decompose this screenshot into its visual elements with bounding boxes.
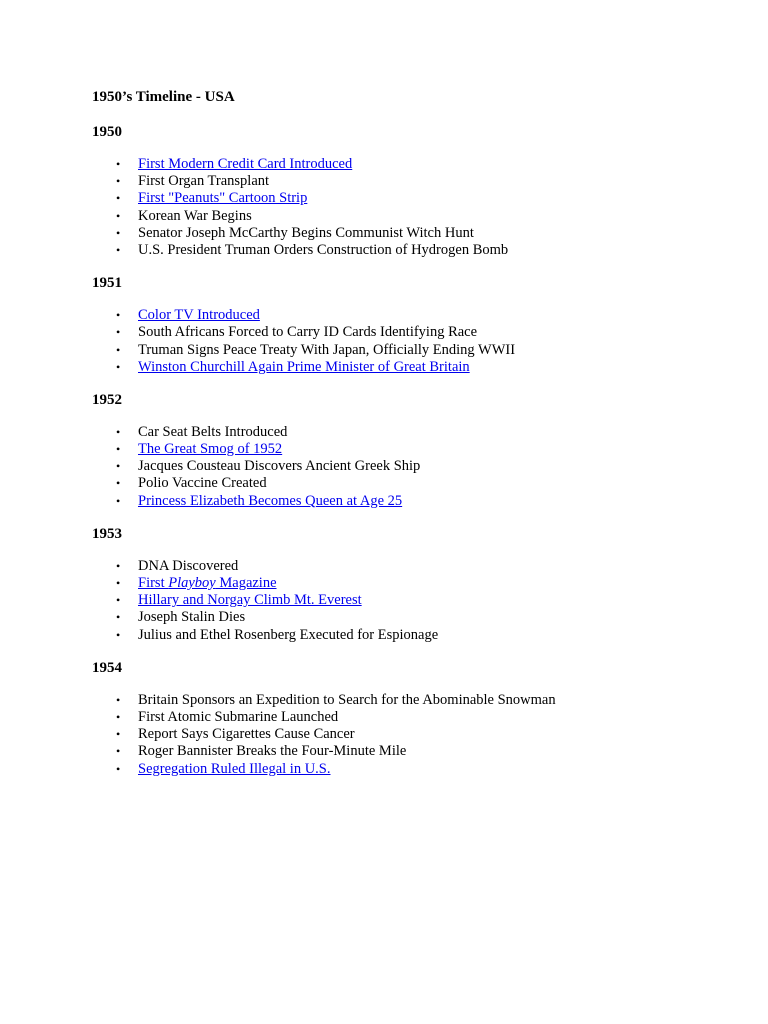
event-text: Car Seat Belts Introduced <box>138 423 288 440</box>
bullet-icon: • <box>116 459 121 474</box>
event-list-item <box>92 609 732 626</box>
event-text: Truman Signs Peace Treaty With Japan, Officially Ending WWII <box>138 341 516 358</box>
event-text: Britain Sponsors an Expedition to Search for the Abominable Snowman <box>138 691 556 708</box>
event-link[interactable]: First "Peanuts" Cartoon Strip <box>138 190 308 207</box>
bullet-icon: • <box>116 359 121 374</box>
event-text: Senator Joseph McCarthy Begins Communist Witch Hunt <box>138 224 474 241</box>
event-list-item <box>92 726 732 743</box>
bullet-icon: • <box>116 744 121 759</box>
bullet-icon: • <box>116 174 121 189</box>
event-list <box>92 424 732 510</box>
year-heading: 1950 <box>92 124 122 140</box>
event-link[interactable]: Hillary and Norgay Climb Mt. Everest <box>138 592 362 609</box>
event-text-prefix: First <box>138 575 169 591</box>
bullet-icon: • <box>116 558 121 573</box>
year-heading: 1953 <box>92 525 122 542</box>
event-list-item <box>92 592 732 609</box>
event-list <box>92 558 732 644</box>
bullet-icon: • <box>116 208 121 223</box>
event-text: Roger Bannister Breaks the Four-Minute Mile <box>138 743 407 760</box>
event-link[interactable]: The Great Smog of 1952 <box>138 441 283 458</box>
bullet-icon: • <box>116 225 121 240</box>
bullet-icon: • <box>116 191 121 206</box>
event-link[interactable]: Winston Churchill Again Prime Minister of Great Britain <box>138 358 470 375</box>
event-list-item <box>92 156 732 173</box>
event-list <box>92 692 732 778</box>
event-list-item <box>92 242 732 259</box>
event-list-item <box>92 627 732 644</box>
event-list-item <box>92 761 732 778</box>
event-text: Korean War Begins <box>138 207 252 224</box>
event-text: U.S. President Truman Orders Construction of Hydrogen Bomb <box>138 241 509 258</box>
bullet-icon: • <box>116 692 121 707</box>
event-list-item <box>92 324 732 341</box>
event-link[interactable]: Princess Elizabeth Becomes Queen at Age 25 <box>138 492 403 509</box>
event-text-suffix: Magazine <box>215 575 277 591</box>
event-list <box>92 307 732 376</box>
year-heading: 1951 <box>92 275 122 292</box>
bullet-icon: • <box>116 308 121 323</box>
event-list-item <box>92 173 732 190</box>
year-section-1954 <box>92 657 732 778</box>
event-text: Joseph Stalin Dies <box>138 609 246 626</box>
document-title: 1950’s Timeline - USA <box>92 89 235 105</box>
bullet-icon: • <box>116 610 121 625</box>
document-page <box>92 86 732 778</box>
year-heading: 1952 <box>92 391 122 408</box>
event-link[interactable]: Segregation Ruled Illegal in U.S. <box>138 760 331 777</box>
event-text: South Africans Forced to Carry ID Cards Identifying Race <box>138 324 478 341</box>
event-list-item <box>92 558 732 575</box>
bullet-icon: • <box>116 727 121 742</box>
event-link[interactable] <box>138 575 277 591</box>
bullet-icon: • <box>116 627 121 642</box>
event-list-item <box>92 709 732 726</box>
event-text: First Atomic Submarine Launched <box>138 708 339 725</box>
event-text: Report Says Cigarettes Cause Cancer <box>138 726 355 743</box>
event-text: Jacques Cousteau Discovers Ancient Greek Ship <box>138 458 421 475</box>
bullet-icon: • <box>116 157 121 171</box>
event-list-item <box>92 342 732 359</box>
event-text: Polio Vaccine Created <box>138 475 267 492</box>
bullet-icon: • <box>116 593 121 608</box>
event-list-item <box>92 575 732 592</box>
event-list-item <box>92 692 732 709</box>
event-list-item <box>92 475 732 492</box>
event-link[interactable]: First Modern Credit Card Introduced <box>138 156 353 172</box>
event-link[interactable]: Color TV Introduced <box>138 307 260 324</box>
event-list-item <box>92 458 732 475</box>
year-section-1952 <box>92 389 732 510</box>
bullet-icon: • <box>116 325 121 340</box>
event-list-item <box>92 307 732 324</box>
year-heading: 1954 <box>92 659 122 676</box>
event-list-item <box>92 190 732 207</box>
bullet-icon: • <box>116 761 121 776</box>
event-text-italic: Playboy <box>168 575 216 591</box>
bullet-icon: • <box>116 242 121 257</box>
event-list-item <box>92 493 732 510</box>
timeline-sections <box>92 121 732 778</box>
bullet-icon: • <box>116 476 121 491</box>
event-text: First Organ Transplant <box>138 173 270 190</box>
event-list-item <box>92 441 732 458</box>
event-list-item <box>92 225 732 242</box>
event-list-item <box>92 743 732 760</box>
bullet-icon: • <box>116 493 121 508</box>
year-section-1953 <box>92 523 732 644</box>
event-list <box>92 156 732 259</box>
event-text: DNA Discovered <box>138 557 239 574</box>
event-list-item <box>92 208 732 225</box>
event-text: Julius and Ethel Rosenberg Executed for Espionage <box>138 626 439 643</box>
bullet-icon: • <box>116 442 121 457</box>
bullet-icon: • <box>116 424 121 439</box>
bullet-icon: • <box>116 576 121 590</box>
bullet-icon: • <box>116 342 121 357</box>
year-section-1950 <box>92 121 732 259</box>
year-section-1951 <box>92 272 732 376</box>
event-list-item <box>92 359 732 376</box>
event-list-item <box>92 424 732 441</box>
bullet-icon: • <box>116 709 121 724</box>
